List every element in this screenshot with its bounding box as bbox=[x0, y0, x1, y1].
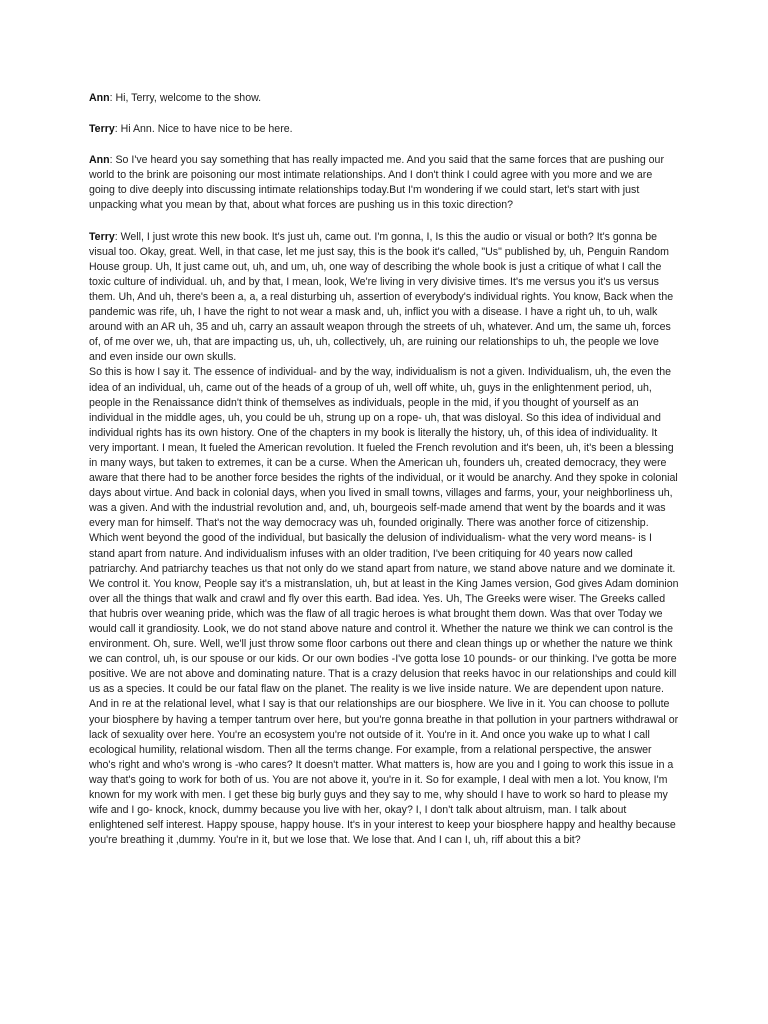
transcript-paragraph-ann-question bbox=[89, 153, 679, 213]
paragraph-text: : So I've heard you say something that has really impacted me. And you said that the same forces that are pushing our world to the brink are poisoning our most intimate relationships. And I don't think I could agree with you more and we are going to dive deeply into discussing intimate relationships today.But I'm wondering if we could start, let's start with just unpacking what you mean by that, about what forces are pushing us in this toxic direction? bbox=[89, 154, 664, 212]
paragraph-text: : Well, I just wrote this new book. It's just uh, came out. I'm gonna, I, Is this the audio or visual or both? It's gonna be visual too. Okay, great. Well, in that case, let me just say, this is the book it's called, "Us" published by, uh, Penguin Random House group. Uh, It just came out, uh, and um, uh, one way of describing the whole book is just a critique of what I call the toxic culture of individual. uh, and by that, I mean, look, We're living in very divisive times. It's me versus you it's us versus them. Uh, And uh, there's been a, a, a real disturbing uh, assertion of everybody's individual rights. You know, Back when the pandemic was rife, uh, I have the right to not wear a mask and, uh, inflict you with a disease. I have a right uh, to uh, walk around with an AR uh, 35 and uh, carry an assault weapon through the streets of uh, whatever. And um, the same uh, forces of, of me over we, uh, that are impacting us, uh, uh, collectively, uh, are ruining our relationships to uh, the people we love and even inside our own skulls. bbox=[89, 230, 674, 364]
speaker-name: Ann bbox=[89, 154, 110, 167]
transcript-page bbox=[89, 91, 679, 848]
speaker-name: Ann bbox=[89, 92, 110, 104]
speaker-name: Terry bbox=[89, 123, 115, 136]
paragraph-text: : Hi, Terry, welcome to the show. bbox=[109, 92, 262, 104]
paragraph-text: So this is how I say it. The essence of individual- and by the way, individualism is not a given. Individualism, uh, the even the idea of an individual, uh, came out of the heads of a group of uh, well off white, uh, guys in the enlightenment period, uh, people in the Renaissance didn't think of themselves as individuals, people in the mid, if you thought of yourself as an individual in the middle ages, uh, you could be uh, strung up on a rope- uh, that was disloyal. So this idea of individual and individual rights has its own history. One of the chapters in my book is literally the history, uh, of this idea of individuality. It very important. I mean, It fueled the American revolution. It fueled the French revolution and it's been, uh, it's been a blessing in many ways, but taken to extremes, it can be a curse. When the American uh, founders uh, created democracy, they were aware that there had to be another force besides the rights of the individual, or it would be anarchy. And they spoke in colonial days about virtue. And back in colonial days, when you lived in small towns, villages and farms, your, your neighborliness uh, was a given. And with the industrial revolution and, and, uh, bourgeois self-made amend that went by the boards and it was every man for himself. That's not the way democracy was uh, founded originally. There was another force of citizenship. Which went beyond the good of the individual, but basically the delusion of individualism- what the very word means- is I stand apart from nature. And individualism infuses with an older tradition, I've been critiquing for 40 years now called patriarchy. And patriarchy teaches us that not only do we stand apart from nature, we stand above nature and we dominate it. We control it. You know, People say it's a mistranslation, uh, but at least in the King James version, God gives Adam dominion over all the things that walk and crawl and fly over this earth. Bad idea. Yes. Uh, The Greeks were wiser. The Greeks called that hubris over weaning pride, which was the flaw of all tragic heroes is what brought them down. Was that over Today we would call it grandiosity. Look, we do not stand above nature and control it. Whether the nature we think we can control is the environment. Oh, sure. Well, we'll just throw some floor carbons out there and clean things up or whether the nature we think we can control, uh, is our spouse or our kids. Or our own bodies -I've gotta lose 10 pounds- or our thinking. I've gotta be more positive. We are not above and dominating nature. That is a crazy delusion that reeks havoc in our relationships and could kill us as a species. It could be our fatal flaw on the planet. The reality is we live inside nature. We are dependent upon nature. And in re at the relational level, what I say is that our relationships are our biosphere. We live in it. You can choose to pollute your biosphere by having a temper tantrum over here, but you're gonna breathe in that pollution in your partners withdrawal or lack of sexuality over here. You're an ecosystem you're not outside of it. You're in it. And once you wake up to what I call ecological humility, relational wisdom. Then all the terms change. For example, from a relational perspective, the answer who's right and who's wrong is -who cares? It doesn't matter. What matters is, how are you and I going to work this issue in a way that's going to work for both of us. You are not above it, you're in it. So for example, I deal with men a lot. You know, I'm known for my work with men. I get these big burly guys and they say to me, why should I have to work so hard to please my wife and I go- knock, knock, dummy because you live with her, okay? I, I don't talk about altruism, man. I talk about enlightened self interest. Happy spouse, happy house. It's in your interest to keep your biosphere happy and healthy because you're breathing it ,dummy. You're in it, but we lose that. We lose that. And I can I, uh, riff about this a bit? bbox=[89, 366, 679, 847]
paragraph-text: : Hi Ann. Nice to have nice to be here. bbox=[114, 123, 293, 136]
transcript-paragraph-ann-greeting bbox=[89, 91, 679, 106]
transcript-paragraph-terry-answer bbox=[89, 230, 679, 366]
transcript-paragraph-terry-continued bbox=[89, 365, 679, 848]
speaker-name: Terry bbox=[89, 230, 115, 243]
transcript-paragraph-terry-reply bbox=[89, 122, 679, 137]
